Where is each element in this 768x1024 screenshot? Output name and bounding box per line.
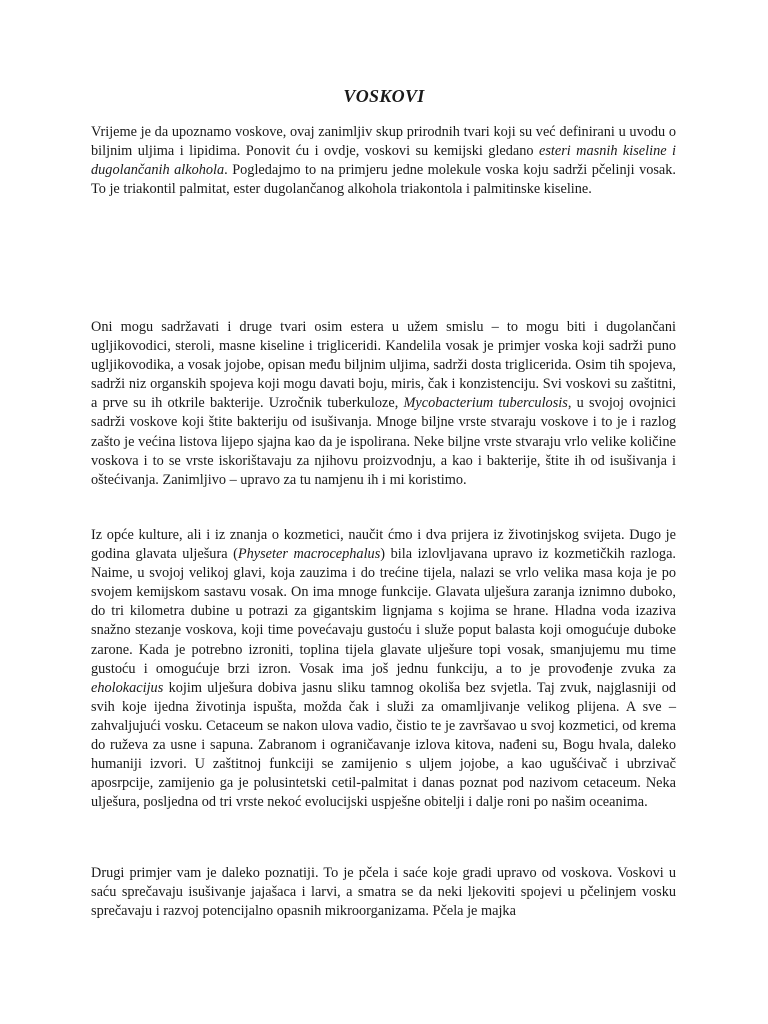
- paragraph-text: Drugi primjer vam je daleko poznatiji. To je pčela i saće koje gradi upravo od voskova. Voskovi u saću sprečavaju isušivanje jajašaca i larvi, a smatra se da neki ljekoviti spojevi u pčelinjem vosku sprečavaju i razvoj potencijalno opasnih mikroorganizama. Pčela je majka: [91, 865, 676, 920]
- paragraph-text: . Pogledajmo to na primjeru jedne molekule voska koju sadrži pčelinji vosak. To je triakontil palmitat, ester dugolančanog alkohola triakontola i palmitinske kiseline.: [91, 162, 676, 198]
- paragraph-composition: [91, 318, 676, 490]
- italic-term: Physeter macrocephalus: [237, 546, 381, 563]
- paragraph-text: Oni mogu sadržavati i druge tvari osim estera u užem smislu – to mogu biti i dugolančani ugljikovodici, steroli, masne kiseline i trigliceridi. Kandelila vosak je primjer voska koji sadrži puno ugljikovodika, a vosak jojobe, opisan među biljnim uljima, sadrži dosta triglicerida. Osim tih spojeva, sadrži niz organskih spojeva koji mogu davati boju, miris, čak i konzistenciju. Svi voskovi su zaštitni, a prve su ih otkrile bakterije. Uzročnik tuberkuloze,: [91, 319, 676, 412]
- italic-term: eholokacijus: [91, 679, 164, 696]
- italic-term: esteri masnih kiseline i dugolančanih alkohola: [91, 143, 676, 179]
- paragraph-text: kojim ulješura dobiva jasnu sliku tamnog okoliša bez svjetla. Taj zvuk, najglasniji od svih koje ijedna životinja ispušta, možda čak i služi za omamljivanje velikog plijena. A sve – zahvaljujući vosku. Cetaceum se nakon ulova vadio, čistio te je završavao u svoj kozmetici, od krema do ruževa za usne i sapuna. Zabranom i ograničavanje izlova kitova, nađeni su, Bogu hvala, daleko humaniji izvori. U zaštitnoj funkciji se zamijenio s uljem jojobe, a kao ugušćivač i ubrzivač aposrpcije, zamijenio ga je polusintetski cetil-palmitat i danas poznat pod nazivom cetaceum. Neka ulješura, posljedna od tri vrste nekoć evolucijski uspješne obitelji i dalje roni po našim oceanima.: [91, 679, 676, 811]
- paragraph-text: Vrijeme je da upoznamo voskove, ovaj zanimljiv skup prirodnih tvari koji su već definirani u uvodu o biljnim uljima i lipidima. Ponovit ću i ovdje, voskovi su kemijski gledano: [91, 124, 676, 160]
- document-title: VOSKOVI: [343, 86, 425, 106]
- italic-term: Mycobacterium tuberculosis: [403, 395, 568, 412]
- paragraph-text: ) bila izlovljavana upravo iz kozmetičkih razloga. Naime, u svojoj velikoj glavi, koja zauzima i do trećine tijela, nalazi se vrlo velika masa koja je po svojem kemijskom sastavu vosak. On ima mnoge funkcije. Glavata ulješura zaranja iznimno duboko, do tri kilometra dubine u potrazi za gigantskim lignjama s kojima se hrane. Hladna voda izaziva snažno stezanje voskova, koji time povećavaju gustoću i služe poput balasta koji omogućuje duboke zarone. Kada je potrebno izroniti, toplina tijela glavate ulješure topi vosak, smanjujemu mu time gustoću i omogućuje brzi izron. Vosak ima još jednu funkciju, a to je provođenje zvuka za: [91, 546, 676, 677]
- paragraph-sperm-whale: [91, 526, 676, 812]
- paragraph-intro: [91, 123, 676, 199]
- paragraph-bees: [91, 864, 676, 921]
- paragraph-text: , u svojoj ovojnici sadrži voskove koji štite bakteriju od isušivanja. Mnoge biljne vrste stvaraju voskove i to je i razlog zašto je većina listova lijepo sjajna kao da je ispolirana. Neke biljne vrste stvaraju vrlo velike količine voskova i to se vrste iskorištavaju za njihovu proizvodnju, a kao i bakterije, štite ih od isušivanja i oštećivanja. Zanimljivo – upravo za tu namjenu ih i mi koristimo.: [91, 395, 677, 488]
- paragraph-text: Iz opće kulture, ali i iz znanja o kozmetici, naučit ćmo i dva prijera iz životinjskog svijeta. Dugo je godina glavata ulješura (: [91, 527, 676, 563]
